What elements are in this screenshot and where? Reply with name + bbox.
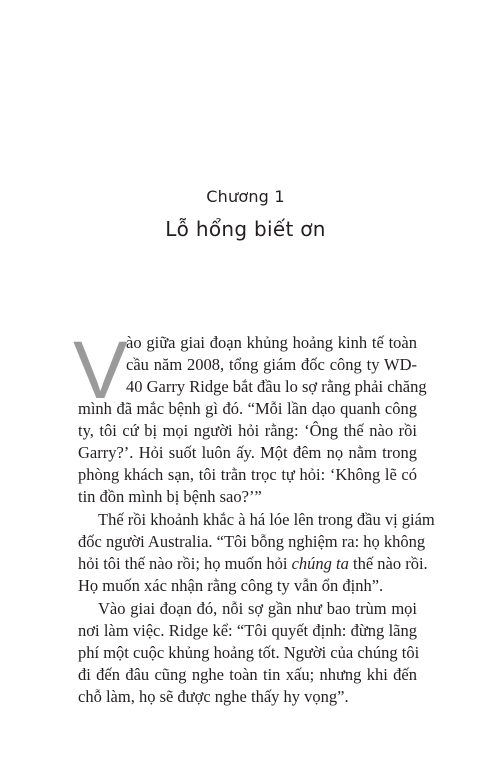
- body-line-7: phòng khách sạn, tôi trằn trọc tự hỏi: ‘Không lẽ có: [78, 465, 417, 484]
- body-line-12: Họ muốn xác nhận rằng công ty vẫn ổn định”.: [78, 576, 384, 595]
- chapter-title: Lỗ hổng biết ơn: [165, 217, 326, 241]
- body-line-16: đi đến đâu cũng nghe toàn tin xấu; nhưng khi đến: [78, 665, 417, 684]
- body-line-1: ào giữa giai đoạn khủng hoảng kinh tế toàn: [126, 333, 417, 352]
- body-line-8: tin đồn mình bị bệnh sao?’”: [78, 487, 262, 506]
- body-line-11: [78, 554, 428, 574]
- body-line-13: Vào giai đoạn đó, nỗi sợ gần như bao trùm mọi: [98, 599, 417, 618]
- body-line-15: phí một cuộc khủng hoảng tốt. Người của chúng tôi: [78, 643, 420, 662]
- body-line-9: Thế rồi khoảnh khắc à há lóe lên trong đầu vị giám: [98, 510, 435, 529]
- drop-cap: V: [73, 325, 128, 416]
- body-line-5: ty, tôi cứ bị mọi người hỏi rằng: ‘Ông thế nào rồi: [78, 421, 417, 440]
- chapter-number: Chương 1: [206, 187, 285, 206]
- body-line-6: Garry?’. Hỏi suốt luôn ấy. Một đêm nọ nằm trong: [78, 443, 417, 462]
- body-line-3: 40 Garry Ridge bắt đầu lo sợ rằng phải chăng: [126, 377, 427, 396]
- body-line-2: cầu năm 2008, tổng giám đốc công ty WD-: [126, 355, 417, 374]
- body-line-17: chỗ làm, họ sẽ được nghe thấy hy vọng”.: [78, 687, 349, 706]
- body-line-14: nơi làm việc. Ridge kể: “Tôi quyết định: đừng lãng: [78, 621, 417, 640]
- body-line-11-part-2: thế nào rồi.: [353, 554, 428, 573]
- body-line-10: đốc người Australia. “Tôi bỗng nghiệm ra: họ không: [78, 532, 426, 551]
- body-line-4: mình đã mắc bệnh gì đó. “Mỗi lần dạo quanh công: [78, 399, 417, 418]
- emphasis-text: chúng ta: [291, 554, 349, 573]
- body-line-11-part-1: hỏi tôi thế nào rồi; họ muốn hỏi: [78, 554, 288, 573]
